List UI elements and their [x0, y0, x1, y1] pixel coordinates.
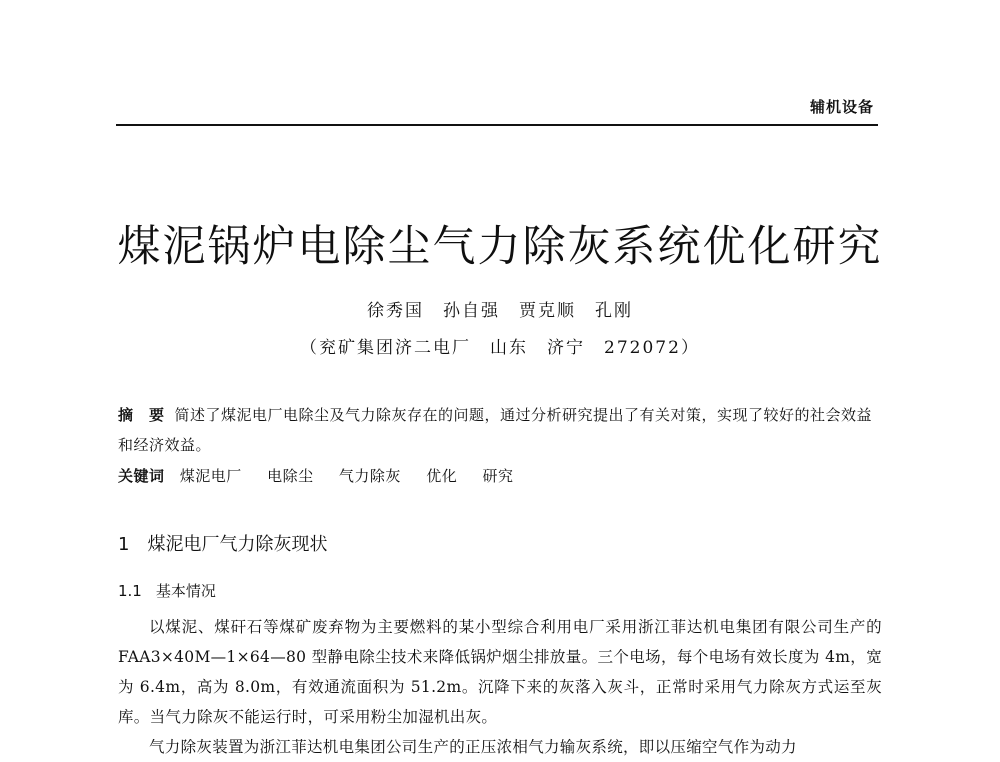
keyword-item: 优化: [426, 467, 458, 485]
abstract-text: 简述了煤泥电厂电除尘及气力除灰存在的问题，通过分析研究提出了有关对策，实现了较好的社会效益和经济效益。: [118, 406, 873, 454]
keyword-item: 研究: [482, 467, 514, 485]
subsection-heading-1-1: [118, 580, 216, 601]
body-text: [118, 612, 882, 762]
keyword-item: 电除尘: [267, 467, 314, 485]
article-title: 煤泥锅炉电除尘气力除灰系统优化研究: [117, 222, 883, 272]
keyword-item: 煤泥电厂: [179, 467, 242, 485]
article-affiliation: （兖矿集团济二电厂 山东 济宁 272072）: [300, 338, 700, 358]
body-paragraph-1: 以煤泥、煤矸石等煤矿废弃物为主要燃料的某小型综合利用电厂采用浙江菲达机电集团有限公司生产的 FAA3×40M—1×64—80 型静电除尘技术来降低锅炉烟尘排放量。三个电场，每个电场有效长度为 4m，宽为 6.4m，高为 8.0m，有效通流面积为 51.2m。沉降下来的灰落入灰斗，正常时采用气力除灰方式运至灰库。当气力除灰不能运行时，可采用粉尘加湿机出灰。: [118, 618, 882, 726]
article-authors: 徐秀国 孙自强 贾克顺 孔刚: [367, 301, 633, 321]
abstract: [118, 400, 880, 460]
subsection-title: 基本情况: [155, 582, 216, 600]
abstract-label: 摘 要: [118, 406, 165, 424]
subsection-number: 1.1: [118, 582, 142, 600]
header-rule: [116, 124, 878, 126]
section-title: 煤泥电厂气力除灰现状: [147, 534, 328, 555]
keywords-label: 关键词: [118, 467, 165, 485]
section-heading-1: [118, 530, 327, 556]
section-number: 1: [118, 534, 130, 555]
keywords: [118, 465, 880, 486]
running-header-label: 辅机设备: [809, 98, 874, 116]
body-paragraph-2: 气力除灰装置为浙江菲达机电集团公司生产的正压浓相气力输灰系统，即以压缩空气作为动力: [149, 738, 797, 756]
keyword-item: 气力除灰: [338, 467, 401, 485]
